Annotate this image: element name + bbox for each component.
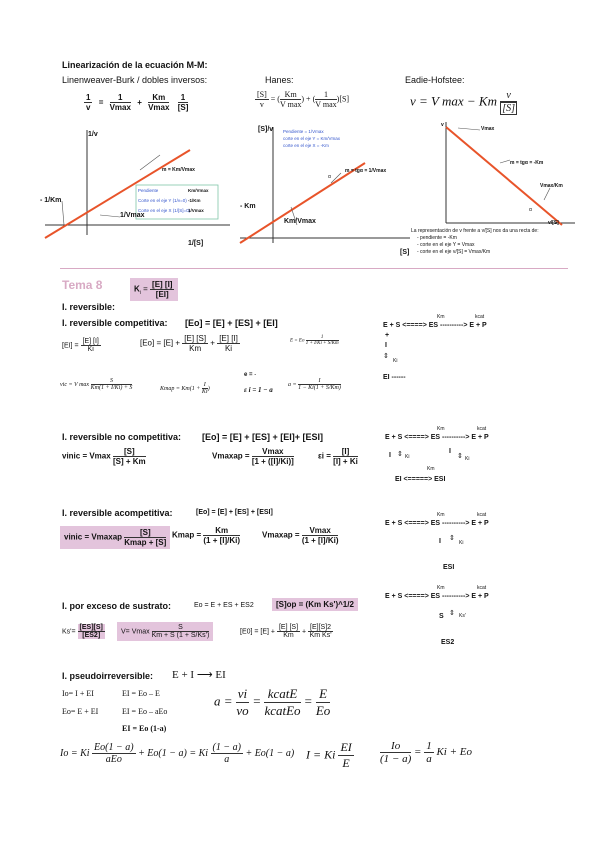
lb-slope: m = Km/Vmax [162, 167, 195, 173]
pseudo-l2b: EI = Eo – aEo [122, 707, 168, 716]
excess-sop: [S]op = (Km Ks')^1/2 [272, 598, 358, 611]
lb-xlabel: 1/[S] [188, 240, 204, 247]
uncomp-vmaxap: Vmaxap = $\frac{Vmax}{(1 + [I]/Ki)}$ [262, 526, 339, 545]
eh-xlabel: v/[S] [548, 220, 559, 226]
excess-v: V= Vmax $\frac{S}{Km + S (1 + S/Ks')}$ [117, 622, 213, 641]
eh-plot [440, 120, 580, 230]
competitive-ei-eq: [EI] = $\frac{[E] [I]}{Ki}$ [62, 338, 99, 353]
competitive-a-eq: a = $\frac{I}{1 - Ki(1 + S/Km)}$ [288, 378, 341, 391]
eh-slope: m = tgα = -Km [510, 160, 544, 166]
eh-note: La representación de v frente a v/[S] nos da una recta de: - pendiente = -Km - corte en el eje Y = Vmax - corte en el eje v/[S] = Vmax/Km [411, 228, 539, 255]
hanes-ylabel: [S]/v [258, 126, 274, 133]
hanes-alpha: α [328, 174, 331, 180]
tema-title: Tema 8 [62, 278, 103, 292]
lb-y-intercept: 1/Vmax [120, 212, 145, 219]
hanes-label: Hanes: [265, 75, 294, 85]
hanes-line [240, 163, 365, 243]
lb-equation: $\frac{1}{v}$ = $\frac{1}{Vmax}$ + $\frac{Km}{Vmax}$ $\frac{1}{[S]}$ [86, 93, 189, 112]
excess-eq: Eo = E + ES + ES2 [194, 602, 254, 609]
hanes-x-intercept: - Km [240, 203, 256, 210]
uncomp-vinic: vinic = Vmaxap $\frac{[S]}{\text{Kmap + [S]}}$ [60, 526, 170, 549]
pseudo-l1a: Io= I + EI [62, 689, 94, 698]
uncomp-diagram: E + S <====> ES ----------> E + P Km kcat I ⇕ Ki ESI [385, 512, 489, 571]
hanes-equation: $\frac{[S]}{v}$ = ( $\frac{Km}{\text{V max}}$ ) + ( $\frac{1}{\text{V max}}$ )[S] [257, 90, 350, 109]
pseudo-final-eq: $\frac{Io}{(1 - a)}$ = $\frac{1}{a}$ Ki + Eo [380, 740, 472, 765]
noncomp-vmaxap: Vmaxap = $\frac{Vmax}{[1 + ([I]/Ki)]}$ [212, 447, 294, 466]
lb-legend: Pendiente Km/Vmax Corte en el eje Y (1/v=0) -1/Km Corte en el eje X (1/[S]=0) 1/Vmax [138, 188, 209, 213]
hanes-xlabel: [S] [400, 249, 410, 256]
hanes-y-intercept: Km/Vmax [284, 218, 316, 225]
lb-ylabel: 1/v [88, 131, 98, 138]
excess-title: I. por exceso de sustrato: [62, 601, 172, 611]
eh-y-intercept: Vmax [481, 126, 495, 132]
pseudo-i-eq: I = Ki $\frac{EI}{E}$ [306, 740, 352, 770]
noncomp-title: I. reversible no competitiva: [62, 432, 182, 442]
eh-x-intercept: Vmax/Km [540, 183, 563, 189]
reversible-heading: I. reversible: [62, 302, 116, 312]
competitive-kmap: Kmap = Km(1 + $\frac{I}{Ki}$ ) [160, 382, 210, 395]
competitive-vic: vic = V max $\frac{S}{Km(1 + I/Ki) + S}$ [60, 378, 133, 391]
excess-ks: Ks'= $\frac{[ES][S]}{[ES2]}$ [62, 624, 103, 639]
ki-definition: $K_i$ = $\frac{[E] [I]}{[EI]}$ [130, 278, 178, 301]
pseudo-io-eq: Io = Ki $\frac{Eo(1 - a)}{\text{aEo}}$ + Eo(1 − a) = Ki $\frac{(1 - a)}{a}$ + Eo(1 − a) [60, 742, 295, 765]
eh-line [446, 127, 562, 225]
lb-plot [40, 125, 235, 245]
competitive-e-ratio: e = - [244, 372, 257, 378]
noncomp-vinic: vinic = Vmax $\frac{[S]}{[S] + Km}$ [62, 447, 146, 466]
uncomp-eq: [Eo] = [E] + [ES] + [ESI] [196, 509, 273, 516]
noncomp-epsilon: εi = $\frac{[I]}{[I] + Ki}$ [318, 447, 358, 466]
pseudo-l2a: Eo= E + EI [62, 707, 99, 716]
competitive-diagram: E + S <====> ES ----------> E + P Km kcat + I ⇕ Ki EI ------ [383, 314, 487, 381]
competitive-eq: [Eo] = [E] + [ES] + [EI] [185, 318, 278, 328]
competitive-epsilon: ε i = 1 − a [244, 386, 273, 394]
eh-ylabel: v [441, 122, 444, 128]
uncomp-title: I. reversible acompetitiva: [62, 508, 173, 518]
section-title: Linearización de la ecuación M-M: [62, 60, 208, 70]
noncomp-eq: [Eo] = [E] + [ES] + [EI]+ [ESI] [202, 432, 324, 442]
pseudo-l1b: EI = Eo – E [122, 689, 160, 698]
pseudo-title: I. pseudoirreversible: [62, 671, 154, 681]
eh-equation: v = V max − Km $\frac{v}{[S]}$ [410, 90, 516, 114]
section-divider [60, 268, 568, 269]
competitive-title: I. reversible competitiva: [62, 318, 168, 328]
eh-alpha: α [529, 207, 532, 213]
uncomp-kmap: Kmap = $\frac{Km}{(1 + [I]/Ki)}$ [172, 526, 241, 545]
pseudo-l3: EI = Eo (1-a) [122, 724, 167, 733]
pseudo-a-eq: a = $\frac{vi}{vo}$ = $\frac{\text{kcatE}}{\text{kcatEo}}$ = $\frac{E}{Eo}$ [214, 686, 331, 718]
eh-label: Eadie-Hofstee: [405, 75, 465, 85]
lb-x-intercept: - 1/Km [40, 197, 62, 204]
noncomp-diagram: E + S <====> ES ----------> E + P Km kcat I ⇕ Ki I ⇕ Ki Km EI <=====> ESI [385, 426, 489, 483]
pseudo-reaction: E + I ⟶ EI [172, 669, 226, 681]
hanes-line-label: m = tgα = 1/Vmax [345, 168, 387, 174]
competitive-eo-eq: [Eo] = [E] + $\frac{[E] [S]}{Km}$ + $\frac{[E] [I]}{Ki}$ [140, 334, 238, 353]
excess-diagram: E + S <====> ES ----------> E + P Km kcat S ⇕ Ks' ES2 [385, 585, 489, 646]
competitive-small-eq: E = Eo $\frac{1}{1 + I/Ki + S/Km}$ [290, 335, 339, 346]
excess-eo: [E0] = [E] + $\frac{[E] [S]}{Km}$ + $\frac{[E][S]2}{\text{Km Ks'}}$ [240, 624, 332, 639]
hanes-note: Pendiente = 1/Vmax corte en el eje Y = Km/Vmax corte en el eje X = -Km [283, 129, 340, 148]
lb-label: Linenweaver-Burk / dobles inversos: [62, 75, 208, 85]
